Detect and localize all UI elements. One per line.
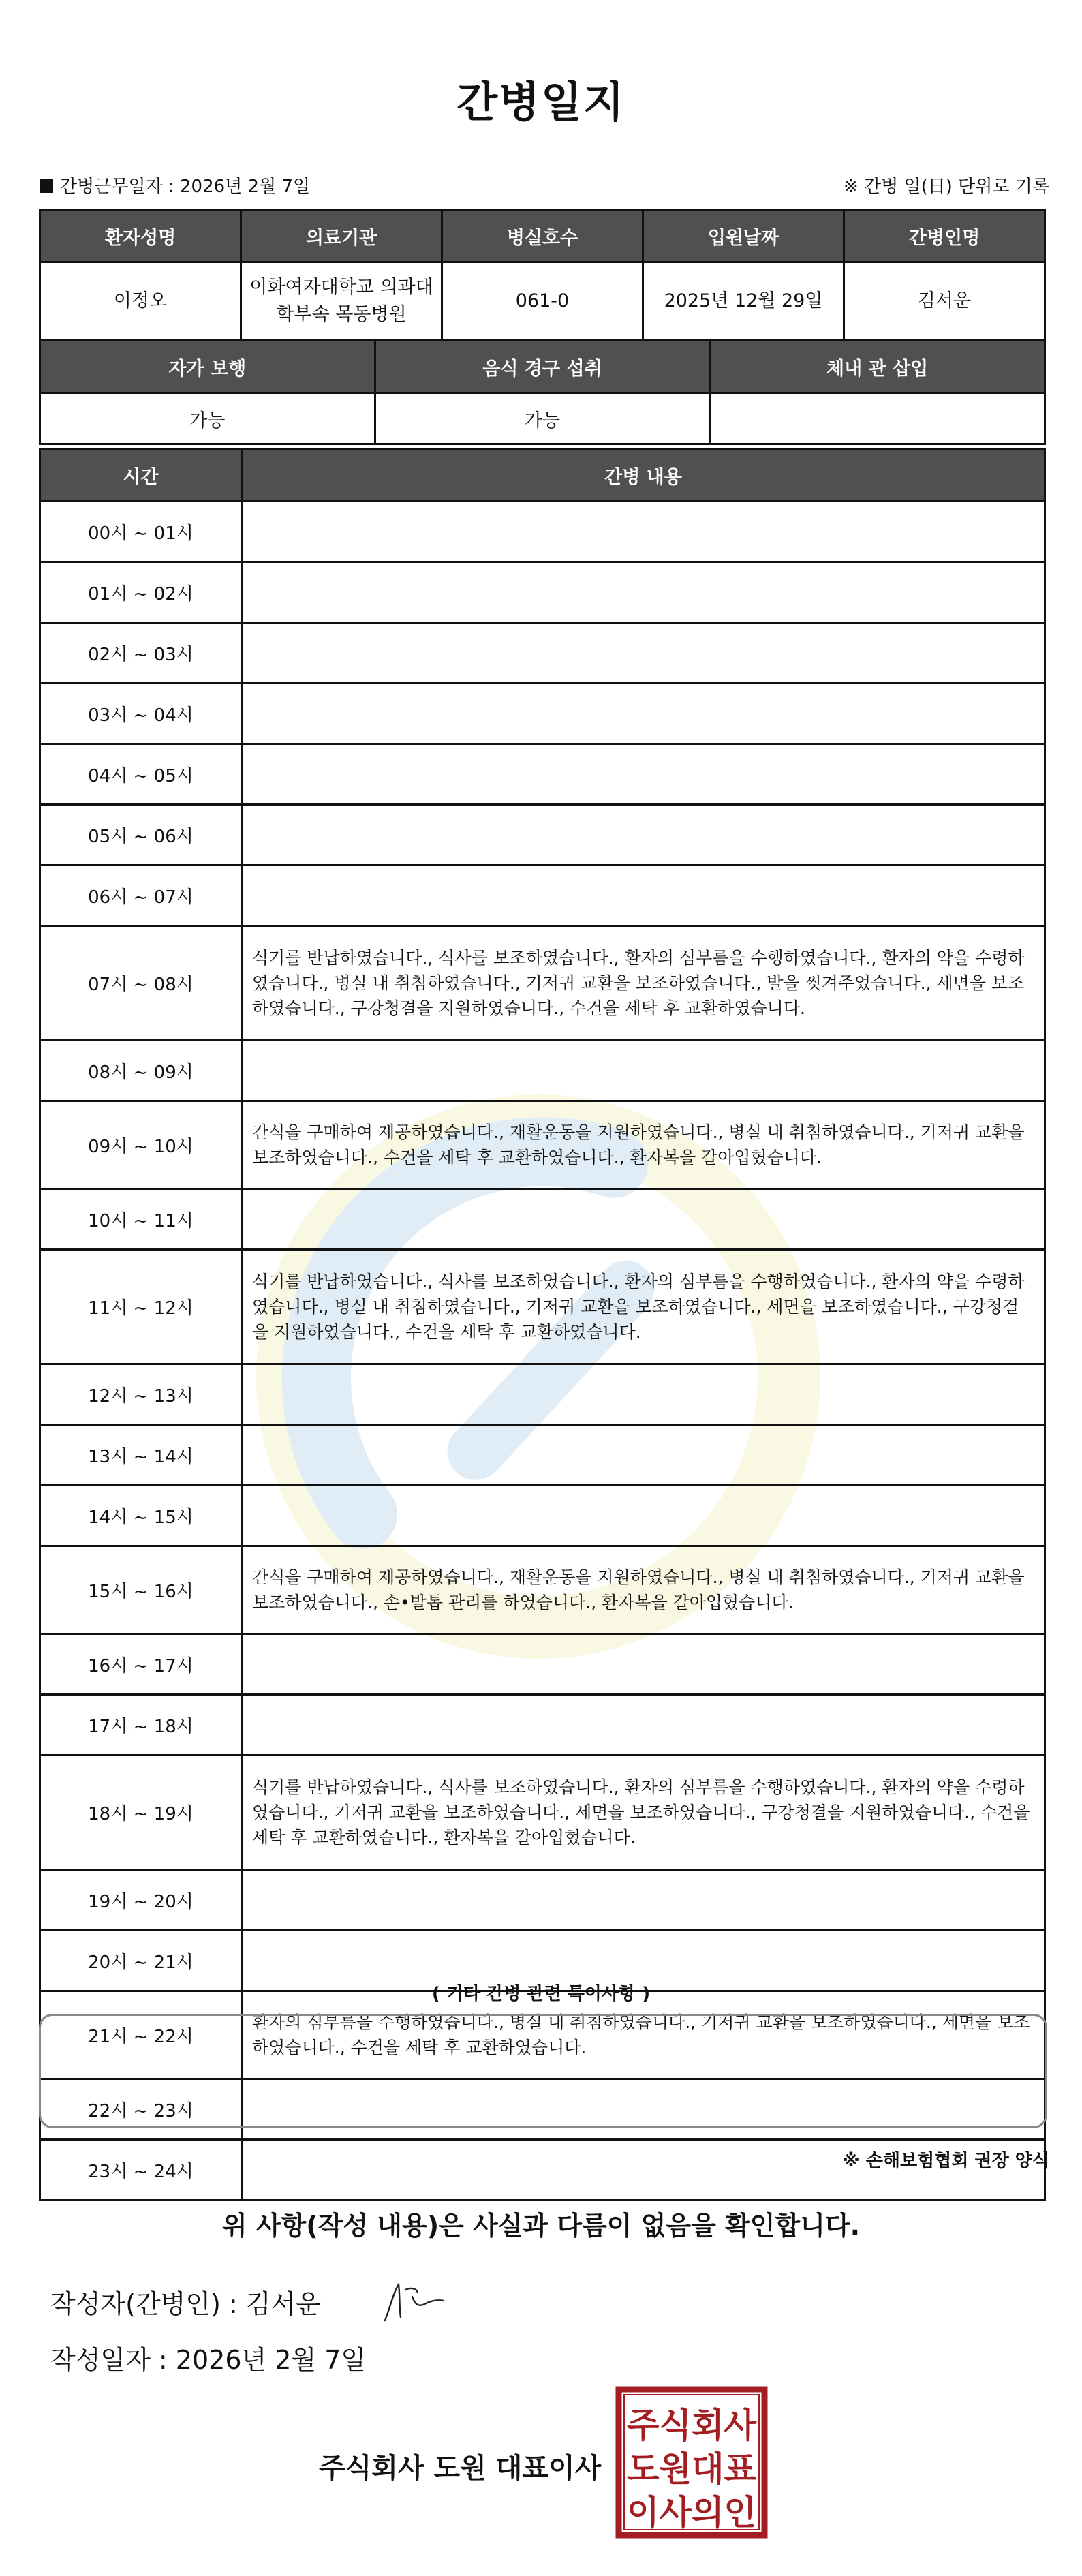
time-cell: 23시 ~ 24시 bbox=[40, 2140, 242, 2201]
seal-text-line-3: 이사의인 bbox=[627, 2493, 756, 2532]
time-cell: 15시 ~ 16시 bbox=[40, 1546, 242, 1634]
header-time: 시간 bbox=[40, 449, 242, 502]
confirmation-statement: 위 사항(작성 내용)은 사실과 다름이 없음을 확인합니다. bbox=[221, 2211, 861, 2241]
content-cell bbox=[242, 744, 1045, 805]
time-cell: 19시 ~ 20시 bbox=[40, 1870, 242, 1931]
time-cell: 20시 ~ 21시 bbox=[40, 1931, 242, 1991]
page-title: 간병일지 bbox=[457, 77, 625, 127]
tube-insertion-value bbox=[710, 393, 1045, 444]
table-row bbox=[40, 1425, 1045, 1486]
header-caregiver: 간병인명 bbox=[844, 210, 1045, 262]
seal-text-line-2: 도원대표 bbox=[627, 2449, 757, 2489]
table-row bbox=[40, 502, 1045, 562]
content-cell: 식기를 반납하였습니다., 식사를 보조하였습니다., 환자의 심부름을 수행하였습니다., 환자의 약을 수령하였습니다., 기저귀 교환을 보조하였습니다., 세면을 보조하였습니다., 구강청결을 지원하였습니다., 수건을 세탁 후 교환하였습니다., 환자복을 갈아입혔습니다. bbox=[242, 1755, 1045, 1870]
header-self-walking: 자가 보행 bbox=[40, 341, 375, 393]
time-cell: 13시 ~ 14시 bbox=[40, 1425, 242, 1486]
content-cell: 간식을 구매하여 제공하였습니다., 재활운동을 지원하였습니다., 병실 내 취침하였습니다., 기저귀 교환을 보조하였습니다., 손•발톱 관리를 하였습니다., 환자복을 갈아입혔습니다. bbox=[242, 1546, 1045, 1634]
time-cell: 16시 ~ 17시 bbox=[40, 1634, 242, 1695]
table-row bbox=[40, 623, 1045, 684]
remarks-label: ( 기타 간병 관련 특이사항 ) bbox=[431, 1984, 651, 2004]
content-cell bbox=[242, 562, 1045, 623]
time-cell: 08시 ~ 09시 bbox=[40, 1041, 242, 1101]
table-row bbox=[40, 865, 1045, 926]
content-cell bbox=[242, 1870, 1045, 1931]
time-cell: 18시 ~ 19시 bbox=[40, 1755, 242, 1870]
hospital-line-1: 이화여자대학교 의과대 bbox=[249, 277, 433, 298]
caregiver-name: 김서운 bbox=[844, 262, 1045, 341]
time-cell: 04시 ~ 05시 bbox=[40, 744, 242, 805]
time-cell: 09시 ~ 10시 bbox=[40, 1101, 242, 1189]
table-row bbox=[40, 562, 1045, 623]
company-seal-stamp bbox=[615, 2385, 769, 2539]
seal-text-line-1: 주식회사 bbox=[627, 2406, 757, 2445]
table-row bbox=[40, 684, 1045, 744]
unit-note: ※ 간병 일(日) 단위로 기록 bbox=[843, 177, 1049, 197]
content-cell bbox=[242, 1486, 1045, 1546]
care-status-table bbox=[39, 339, 1046, 445]
time-cell: 14시 ~ 15시 bbox=[40, 1486, 242, 1546]
time-cell: 06시 ~ 07시 bbox=[40, 865, 242, 926]
table-row bbox=[40, 1486, 1045, 1546]
header-oral-intake: 음식 경구 섭취 bbox=[375, 341, 710, 393]
time-cell: 02시 ~ 03시 bbox=[40, 623, 242, 684]
room-number: 061-0 bbox=[442, 262, 643, 341]
table-row bbox=[40, 805, 1045, 865]
time-cell: 12시 ~ 13시 bbox=[40, 1364, 242, 1425]
table-row bbox=[40, 1695, 1045, 1755]
written-date-line: 작성일자 : 2026년 2월 7일 bbox=[50, 2345, 367, 2375]
table-row bbox=[40, 744, 1045, 805]
content-cell: 식기를 반납하였습니다., 식사를 보조하였습니다., 환자의 심부름을 수행하였습니다., 환자의 약을 수령하였습니다., 병실 내 취침하였습니다., 기저귀 교환을 보조하였습니다., 발을 씻겨주었습니다., 세면을 보조하였습니다., 구강청결을 지원하였습니다., 수건을 세탁 후 교환하였습니다. bbox=[242, 926, 1045, 1041]
header-tube-insertion: 체내 관 삽입 bbox=[710, 341, 1045, 393]
time-cell: 01시 ~ 02시 bbox=[40, 562, 242, 623]
content-cell bbox=[242, 623, 1045, 684]
care-log-table bbox=[39, 448, 1046, 2201]
time-cell: 17시 ~ 18시 bbox=[40, 1695, 242, 1755]
time-cell: 11시 ~ 12시 bbox=[40, 1250, 242, 1364]
self-walking-value: 가능 bbox=[40, 393, 375, 444]
remarks-box bbox=[39, 2014, 1047, 2128]
header-hospital: 의료기관 bbox=[241, 210, 442, 262]
patient-name: 이정오 bbox=[40, 262, 241, 341]
time-cell: 00시 ~ 01시 bbox=[40, 502, 242, 562]
content-cell: 환자의 심부름을 수행하였습니다., 병실 내 취침하였습니다., 기저귀 교환을 보조하였습니다., 세면을 보조하였습니다., 수건을 세탁 후 교환하였습니다. bbox=[242, 1991, 1045, 2079]
time-cell: 05시 ~ 06시 bbox=[40, 805, 242, 865]
content-cell bbox=[242, 1634, 1045, 1695]
time-cell: 10시 ~ 11시 bbox=[40, 1189, 242, 1250]
hospital-line-2: 학부속 목동병원 bbox=[276, 304, 407, 325]
content-cell: 식기를 반납하였습니다., 식사를 보조하였습니다., 환자의 심부름을 수행하였습니다., 환자의 약을 수령하였습니다., 병실 내 취침하였습니다., 기저귀 교환을 보조하였습니다., 세면을 보조하였습니다., 구강청결을 지원하였습니다., 수건을 세탁 후 교환하였습니다. bbox=[242, 1250, 1045, 1364]
table-row bbox=[40, 926, 1045, 1041]
care-date-text: 간병근무일자 : 2026년 2월 7일 bbox=[60, 177, 311, 197]
header-patient-name: 환자성명 bbox=[40, 210, 241, 262]
oral-intake-value: 가능 bbox=[375, 393, 710, 444]
header-admit-date: 입원날짜 bbox=[643, 210, 844, 262]
table-row bbox=[40, 1364, 1045, 1425]
writer-line: 작성자(간병인) : 김서운 bbox=[50, 2289, 321, 2319]
content-cell bbox=[242, 1189, 1045, 1250]
table-row bbox=[40, 1546, 1045, 1634]
content-cell bbox=[242, 1425, 1045, 1486]
table-row bbox=[40, 1870, 1045, 1931]
table-row bbox=[40, 1189, 1045, 1250]
content-cell bbox=[242, 805, 1045, 865]
table-row bbox=[40, 1250, 1045, 1364]
patient-info-table bbox=[39, 209, 1046, 341]
company-representative: 주식회사 도원 대표이사 bbox=[319, 2453, 602, 2484]
hospital-name bbox=[241, 262, 442, 341]
time-cell: 22시 ~ 23시 bbox=[40, 2079, 242, 2140]
content-cell: 간식을 구매하여 제공하였습니다., 재활운동을 지원하였습니다., 병실 내 취침하였습니다., 기저귀 교환을 보조하였습니다., 수건을 세탁 후 교환하였습니다., 환자복을 갈아입혔습니다. bbox=[242, 1101, 1045, 1189]
time-cell: 03시 ~ 04시 bbox=[40, 684, 242, 744]
square-bullet-icon bbox=[40, 179, 53, 193]
admit-date: 2025년 12월 29일 bbox=[643, 262, 844, 341]
handwritten-signature bbox=[378, 2269, 453, 2327]
content-cell bbox=[242, 684, 1045, 744]
header-room: 병실호수 bbox=[442, 210, 643, 262]
table-row bbox=[40, 1041, 1045, 1101]
care-date-line bbox=[40, 172, 310, 198]
content-cell bbox=[242, 502, 1045, 562]
content-cell bbox=[242, 865, 1045, 926]
time-cell: 07시 ~ 08시 bbox=[40, 926, 242, 1041]
table-row bbox=[40, 1101, 1045, 1189]
content-cell bbox=[242, 1695, 1045, 1755]
time-cell: 21시 ~ 22시 bbox=[40, 1991, 242, 2079]
content-cell bbox=[242, 1364, 1045, 1425]
content-cell bbox=[242, 1041, 1045, 1101]
header-care-content: 간병 내용 bbox=[242, 449, 1045, 502]
form-note: ※ 손해보험협회 권장 양식 bbox=[842, 2151, 1049, 2171]
table-row bbox=[40, 1634, 1045, 1695]
table-row bbox=[40, 1755, 1045, 1870]
